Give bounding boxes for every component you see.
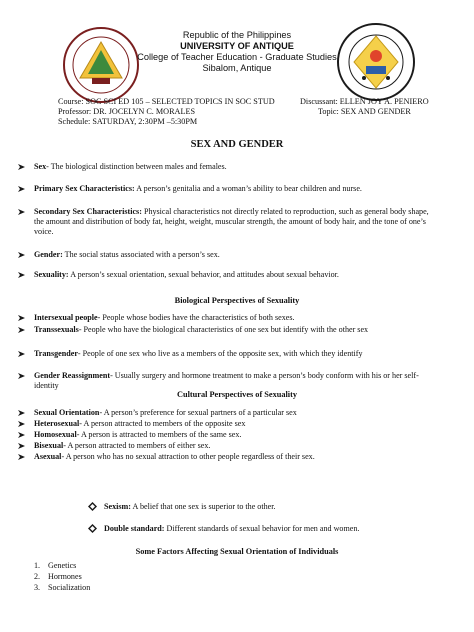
cultural-heading: Cultural Perspectives of Sexuality [176,390,298,399]
term-label: Transsexuals [34,325,79,334]
term-definition: A person’s sexual orientation, sexual behavior, and attitudes about sexual behavior. [70,270,339,279]
arrow-bullet-icon [18,350,26,358]
factor-item [34,572,82,582]
term-definition: Different standards of sexual behavior for men and women. [164,524,360,533]
term-definition: - A person attracted to members of the opposite sex [79,419,246,428]
biological-item [34,371,439,391]
definition-item [34,162,439,172]
header-university-name: UNIVERSITY OF ANTIQUE [180,41,294,51]
cultural-item [34,430,439,440]
biological-heading: Biological Perspectives of Sexuality [174,296,300,305]
factor-text: Socialization [48,583,91,592]
topic-label: Topic: SEX AND GENDER [318,107,411,116]
term-label: Secondary Sex Characteristics: [34,207,142,216]
term-label: Asexual [34,452,62,461]
arrow-bullet-icon [18,409,26,417]
term-definition: - People of one sex who live as a members of the opposite sex, with which they identify [77,349,363,358]
term-definition: - A person’s preference for sexual partners of a particular sex [99,408,297,417]
schedule-label: Schedule: SATURDAY, 2:30PM –5:30PM [58,117,198,126]
term-definition: - A person who has no sexual attraction to other people regardless of their sex. [61,452,315,461]
term-definition: - People whose bodies have the characteristics of both sexes. [97,313,295,322]
term-label: Primary Sex Characteristics: [34,184,135,193]
term-label: Bisexual [34,441,64,450]
term-label: Sexism: [104,502,131,511]
term-separator: - [46,162,51,171]
factor-item [34,561,76,571]
diamond-bullet-icon [88,524,97,536]
term-label: Double standard: [104,524,165,533]
arrow-bullet-icon [18,271,26,279]
term-definition: A person’s genitalia and a woman’s ability to bear children and nurse. [136,184,362,193]
arrow-bullet-icon [18,420,26,428]
term-label: Homosexual [34,430,77,439]
professor-label: Professor: DR. JOCELYN C. MORALES [58,107,196,116]
arrow-bullet-icon [18,208,26,216]
discussant-label: Discussant: ELLEN JOY A. PENIERO [300,97,429,106]
term-label: Heterosexual [34,419,80,428]
cultural-sub-item [104,524,359,534]
cultural-sub-item [104,502,276,512]
term-label: Gender: [34,250,63,259]
arrow-bullet-icon [18,431,26,439]
term-definition: - Usually surgery and hormone treatment to make a person’s body conform with his or her self- identity [34,371,419,390]
factors-heading: Some Factors Affecting Sexual Orientation of Individuals [135,547,339,556]
term-label: Sexuality: [34,270,69,279]
term-label: Intersexual people [34,313,98,322]
arrow-bullet-icon [18,326,26,334]
term-label: Sexual Orientation [34,408,100,417]
biological-item [34,325,439,335]
factor-text: Hormones [48,572,82,581]
factor-number: 1. [34,561,41,570]
biological-item [34,313,439,323]
header-line-republic: Republic of the Philippines [182,30,292,40]
definition-item [34,207,439,237]
term-label: Gender Reassignment [34,371,111,380]
factor-number: 2. [34,572,41,581]
term-label: Transgender [34,349,78,358]
document-title: SEX AND GENDER [190,139,284,150]
header-college-name: College of Teacher Education - Graduate Studies [137,52,337,62]
cultural-item [34,441,439,451]
term-definition: The biological distinction between males and females. [50,162,227,171]
factor-number: 3. [34,583,41,592]
arrow-bullet-icon [18,163,26,171]
term-definition: A belief that one sex is superior to the other. [130,502,276,511]
definition-item [34,250,439,260]
definition-item [34,270,439,280]
course-label: Course: SOC SCI ED 105 – SELECTED TOPICS IN SOC STUD [58,97,275,106]
biological-item [34,349,439,359]
header-location: Sibalom, Antique [202,63,272,73]
cultural-item [34,419,439,429]
definition-item [34,184,439,194]
cultural-item [34,408,439,418]
term-definition: - People who have the biological characteristics of one sex but identify with the other sex [78,325,369,334]
arrow-bullet-icon [18,442,26,450]
arrow-bullet-icon [18,372,26,380]
factor-text: Genetics [48,561,77,570]
cultural-item [34,452,439,462]
arrow-bullet-icon [18,453,26,461]
term-definition: Physical characteristics not directly related to reproduction, such as general body shape, the amount and distribution of body fat, height, weight, muscular strength, the amount of body hair, and the tone of one’s voice. [34,207,429,236]
arrow-bullet-icon [18,314,26,322]
term-definition: - A person attracted to members of either sex. [63,441,211,450]
arrow-bullet-icon [18,185,26,193]
factor-item [34,583,90,593]
term-label: Sex [34,162,47,171]
diamond-bullet-icon [88,502,97,514]
term-definition: - A person is attracted to members of the same sex. [76,430,242,439]
arrow-bullet-icon [18,251,26,259]
term-definition: The social status associated with a person’s sex. [64,250,220,259]
